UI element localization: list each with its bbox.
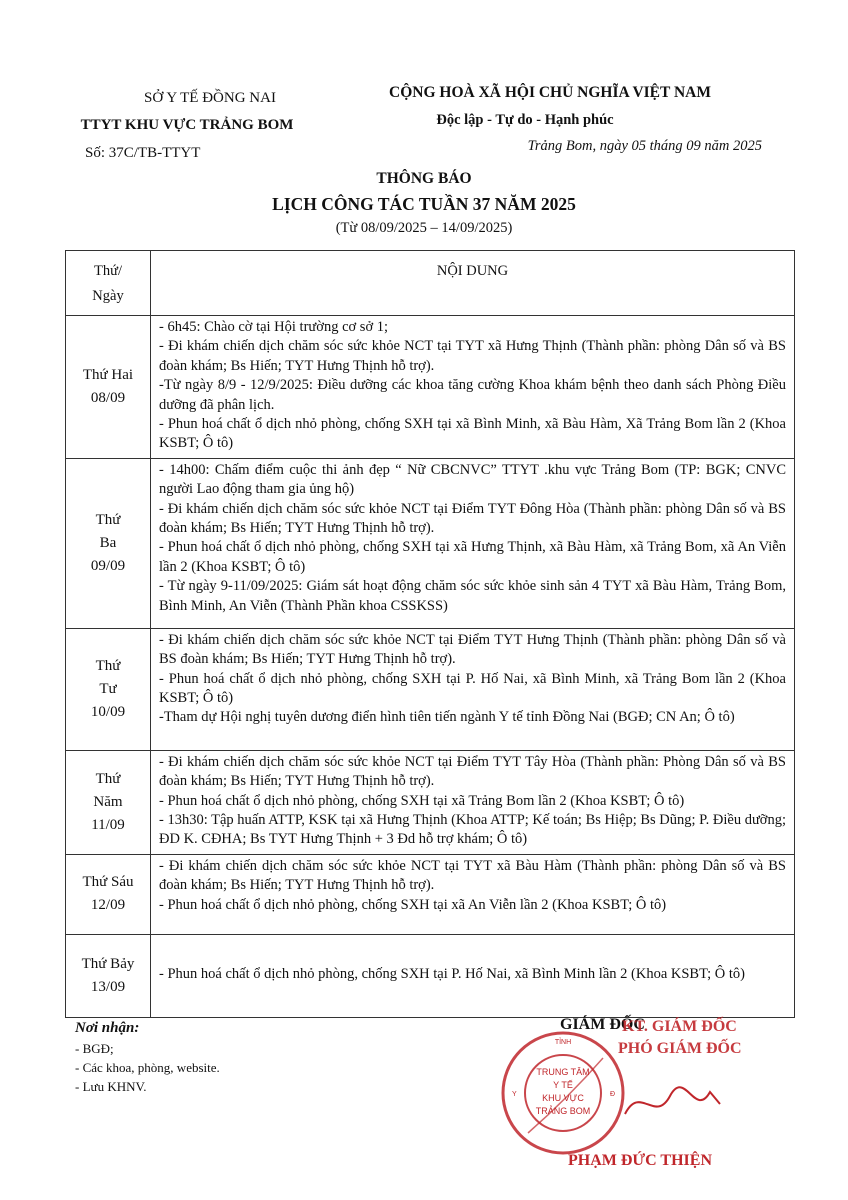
schedule-item: - Phun hoá chất ổ dịch nhỏ phòng, chống SXH tại xã Hưng Thịnh, xã Bàu Hàm, xã Trảng Bom, xã An Viễn lần 2 (Khoa KSBT; Ô tô) xyxy=(159,539,786,575)
recipient-item: - Các khoa, phòng, website. xyxy=(75,1060,220,1075)
handwritten-signature xyxy=(620,1074,730,1134)
schedule-item: - 14h00: Chấm điểm cuộc thi ảnh đẹp “ Nữ CBCNVC” TTYT .khu vực Trảng Bom (TP: BGK; CNVC người Lao động tham gia ủng hộ) xyxy=(159,461,786,498)
signer-position: GIÁM ĐỐC xyxy=(560,1016,645,1033)
schedule-item: - Đi khám chiến dịch chăm sóc sức khỏe NCT tại Điểm TYT Đông Hòa (Thành phần: phòng Dân số và BS đoàn khám; Bs Hiến; TYT Hưng Thịnh hỗ trợ). xyxy=(159,500,786,537)
day-date: 13/09 xyxy=(90,978,126,995)
content-column-header: NỘI DUNG xyxy=(151,251,795,316)
table-row xyxy=(66,458,795,628)
svg-text:TRẢNG BOM: TRẢNG BOM xyxy=(535,1106,591,1116)
schedule-item: - 6h45: Chào cờ tại Hội trường cơ sở 1; xyxy=(159,319,389,335)
schedule-item: - Đi khám chiến dịch chăm sóc sức khỏe NCT tại TYT xã Hưng Thịnh (Thành phần: phòng Dân số và BS đoàn khám; Bs Hiến; TYT Hưng Thịnh hỗ trợ). xyxy=(159,338,786,374)
stamp-position-1: KT. GIÁM ĐỐC xyxy=(622,1018,737,1035)
recipient-item: - BGĐ; xyxy=(75,1041,114,1056)
schedule-item: - Phun hoá chất ổ dịch nhỏ phòng, chống SXH tại xã Bình Minh, xã Bàu Hàm, Xã Trảng Bom lần 2 (Khoa KSBT; Ô tô) xyxy=(159,416,786,452)
schedule-title: LỊCH CÔNG TÁC TUẦN 37 NĂM 2025 xyxy=(272,194,576,214)
schedule-item: - Từ ngày 9-11/09/2025: Giám sát hoạt động chăm sóc sức khỏe sinh sản 4 TYT xã Bàu Hàm, Trảng Bom, Bình Minh, An Viễn (Thành Phần khoa CSSKSS) xyxy=(159,578,786,614)
svg-text:KHU VỰC: KHU VỰC xyxy=(542,1093,584,1103)
schedule-item: - Đi khám chiến dịch chăm sóc sức khỏe NCT tại Điểm TYT Tây Hòa (Thành phần: Phòng Dân số và BS đoàn khám; Bs Hiến; TYT Hưng Thịnh hỗ trợ). xyxy=(159,753,786,790)
schedule-item: - Phun hoá chất ổ dịch nhỏ phòng, chống SXH tại P. Hố Nai, xã Bình Minh lần 2 (Khoa KSBT; Ô tô) xyxy=(159,965,745,982)
organization-name: TTYT KHU VỰC TRẢNG BOM xyxy=(80,117,294,133)
day-date: 09/09 xyxy=(90,557,126,574)
schedule-item: - Đi khám chiến dịch chăm sóc sức khỏe NCT tại TYT xã Bàu Hàm (Thành phần: phòng Dân số và BS đoàn khám; Bs Hiến; TYT Hưng Thịnh hỗ trợ). xyxy=(159,857,786,894)
content-cell xyxy=(151,458,795,628)
schedule-table xyxy=(65,250,795,1018)
day-name: Thứ Năm xyxy=(93,770,123,810)
day-cell xyxy=(66,458,151,628)
day-date: 08/09 xyxy=(90,389,126,406)
schedule-item: - Phun hoá chất ổ dịch nhỏ phòng, chống SXH tại xã An Viễn lần 2 (Khoa KSBT; Ô tô) xyxy=(159,896,667,913)
day-name: Thứ Tư xyxy=(95,657,121,697)
content-cell xyxy=(151,854,795,934)
svg-text:TRUNG TÂM: TRUNG TÂM xyxy=(536,1067,590,1077)
day-name: Thứ Ba xyxy=(95,511,121,551)
document-number: Số: 37C/TB-TTYT xyxy=(85,145,201,161)
day-header-line2: Ngày xyxy=(92,288,124,304)
schedule-item: -Từ ngày 8/9 - 12/9/2025: Điều dưỡng các khoa tăng cường Khoa khám bệnh theo danh sách Phòng Điều dưỡng đã phân lịch. xyxy=(159,377,786,413)
content-cell xyxy=(151,316,795,459)
schedule-item: - 13h30: Tập huấn ATTP, KSK tại xã Hưng Thịnh (Khoa ATTP; Kế toán; Bs Hiệp; Bs Dũng; P. Điều dưỡng; ĐD K. CĐHA; Bs TYT Hưng Thịnh + 3 Đd hỗ trợ khám; Ô tô) xyxy=(159,812,786,848)
national-header xyxy=(340,84,760,155)
table-row xyxy=(66,934,795,1017)
content-cell xyxy=(151,628,795,750)
svg-text:Y TẾ: Y TẾ xyxy=(553,1080,573,1090)
day-cell xyxy=(66,316,151,459)
day-date: 12/09 xyxy=(90,897,126,914)
day-name: Thứ Sáu xyxy=(82,874,134,891)
svg-text:TỈNH: TỈNH xyxy=(554,1039,572,1046)
day-date: 10/09 xyxy=(90,703,126,720)
recipients-title: Nơi nhận: xyxy=(75,1020,140,1036)
day-name: Thứ Bảy xyxy=(81,955,135,972)
date-place: Trảng Bom, ngày 05 tháng 09 năm 2025 xyxy=(527,138,762,154)
notice-title: THÔNG BÁO xyxy=(376,170,472,187)
day-name: Thứ Hai xyxy=(82,366,134,383)
schedule-item: - Phun hoá chất ổ dịch nhỏ phòng, chống SXH tại xã Trảng Bom lần 2 (Khoa KSBT; Ô tô) xyxy=(159,792,685,809)
schedule-item: -Tham dự Hội nghị tuyên dương điển hình tiên tiến ngành Y tế tỉnh Đồng Nai (BGĐ; CN An; Ô tô) xyxy=(159,709,735,726)
motto: Độc lập - Tự do - Hạnh phúc xyxy=(436,112,614,128)
day-column-header xyxy=(66,251,151,316)
day-header-line1: Thứ/ xyxy=(94,263,122,279)
table-row xyxy=(66,750,795,854)
stamp-position-2: PHÓ GIÁM ĐỐC xyxy=(618,1040,742,1057)
table-header-row xyxy=(66,251,795,316)
table-row xyxy=(66,854,795,934)
recipients-block xyxy=(75,1020,375,1096)
official-seal xyxy=(498,1028,628,1158)
signer-name: PHẠM ĐỨC THIỆN xyxy=(568,1152,712,1169)
day-cell xyxy=(66,628,151,750)
date-range: (Từ 08/09/2025 – 14/09/2025) xyxy=(335,220,513,236)
svg-text:Đ: Đ xyxy=(610,1091,616,1098)
country-name: CỘNG HOÀ XÃ HỘI CHỦ NGHĨA VIỆT NAM xyxy=(389,84,711,101)
day-cell xyxy=(66,750,151,854)
day-cell xyxy=(66,934,151,1017)
content-cell xyxy=(151,934,795,1017)
table-row xyxy=(66,628,795,750)
schedule-item: - Đi khám chiến dịch chăm sóc sức khỏe NCT tại Điểm TYT Hưng Thịnh (Thành phần: phòng Dân số và BS đoàn khám; Bs Hiến; TYT Hưng Thịnh hỗ trợ). xyxy=(159,631,786,668)
content-cell xyxy=(151,750,795,854)
schedule-item: - Phun hoá chất ổ dịch nhỏ phòng, chống SXH tại P. Hố Nai, xã Bình Minh, xã Trảng Bom lần 2 (Khoa KSBT; Ô tô) xyxy=(159,670,786,707)
department-name: SỞ Y TẾ ĐỒNG NAI xyxy=(144,90,276,106)
recipient-item: - Lưu KHNV. xyxy=(75,1079,147,1094)
svg-text:Y: Y xyxy=(512,1091,517,1098)
table-row xyxy=(66,316,795,459)
day-date: 11/09 xyxy=(91,816,125,833)
day-cell xyxy=(66,854,151,934)
